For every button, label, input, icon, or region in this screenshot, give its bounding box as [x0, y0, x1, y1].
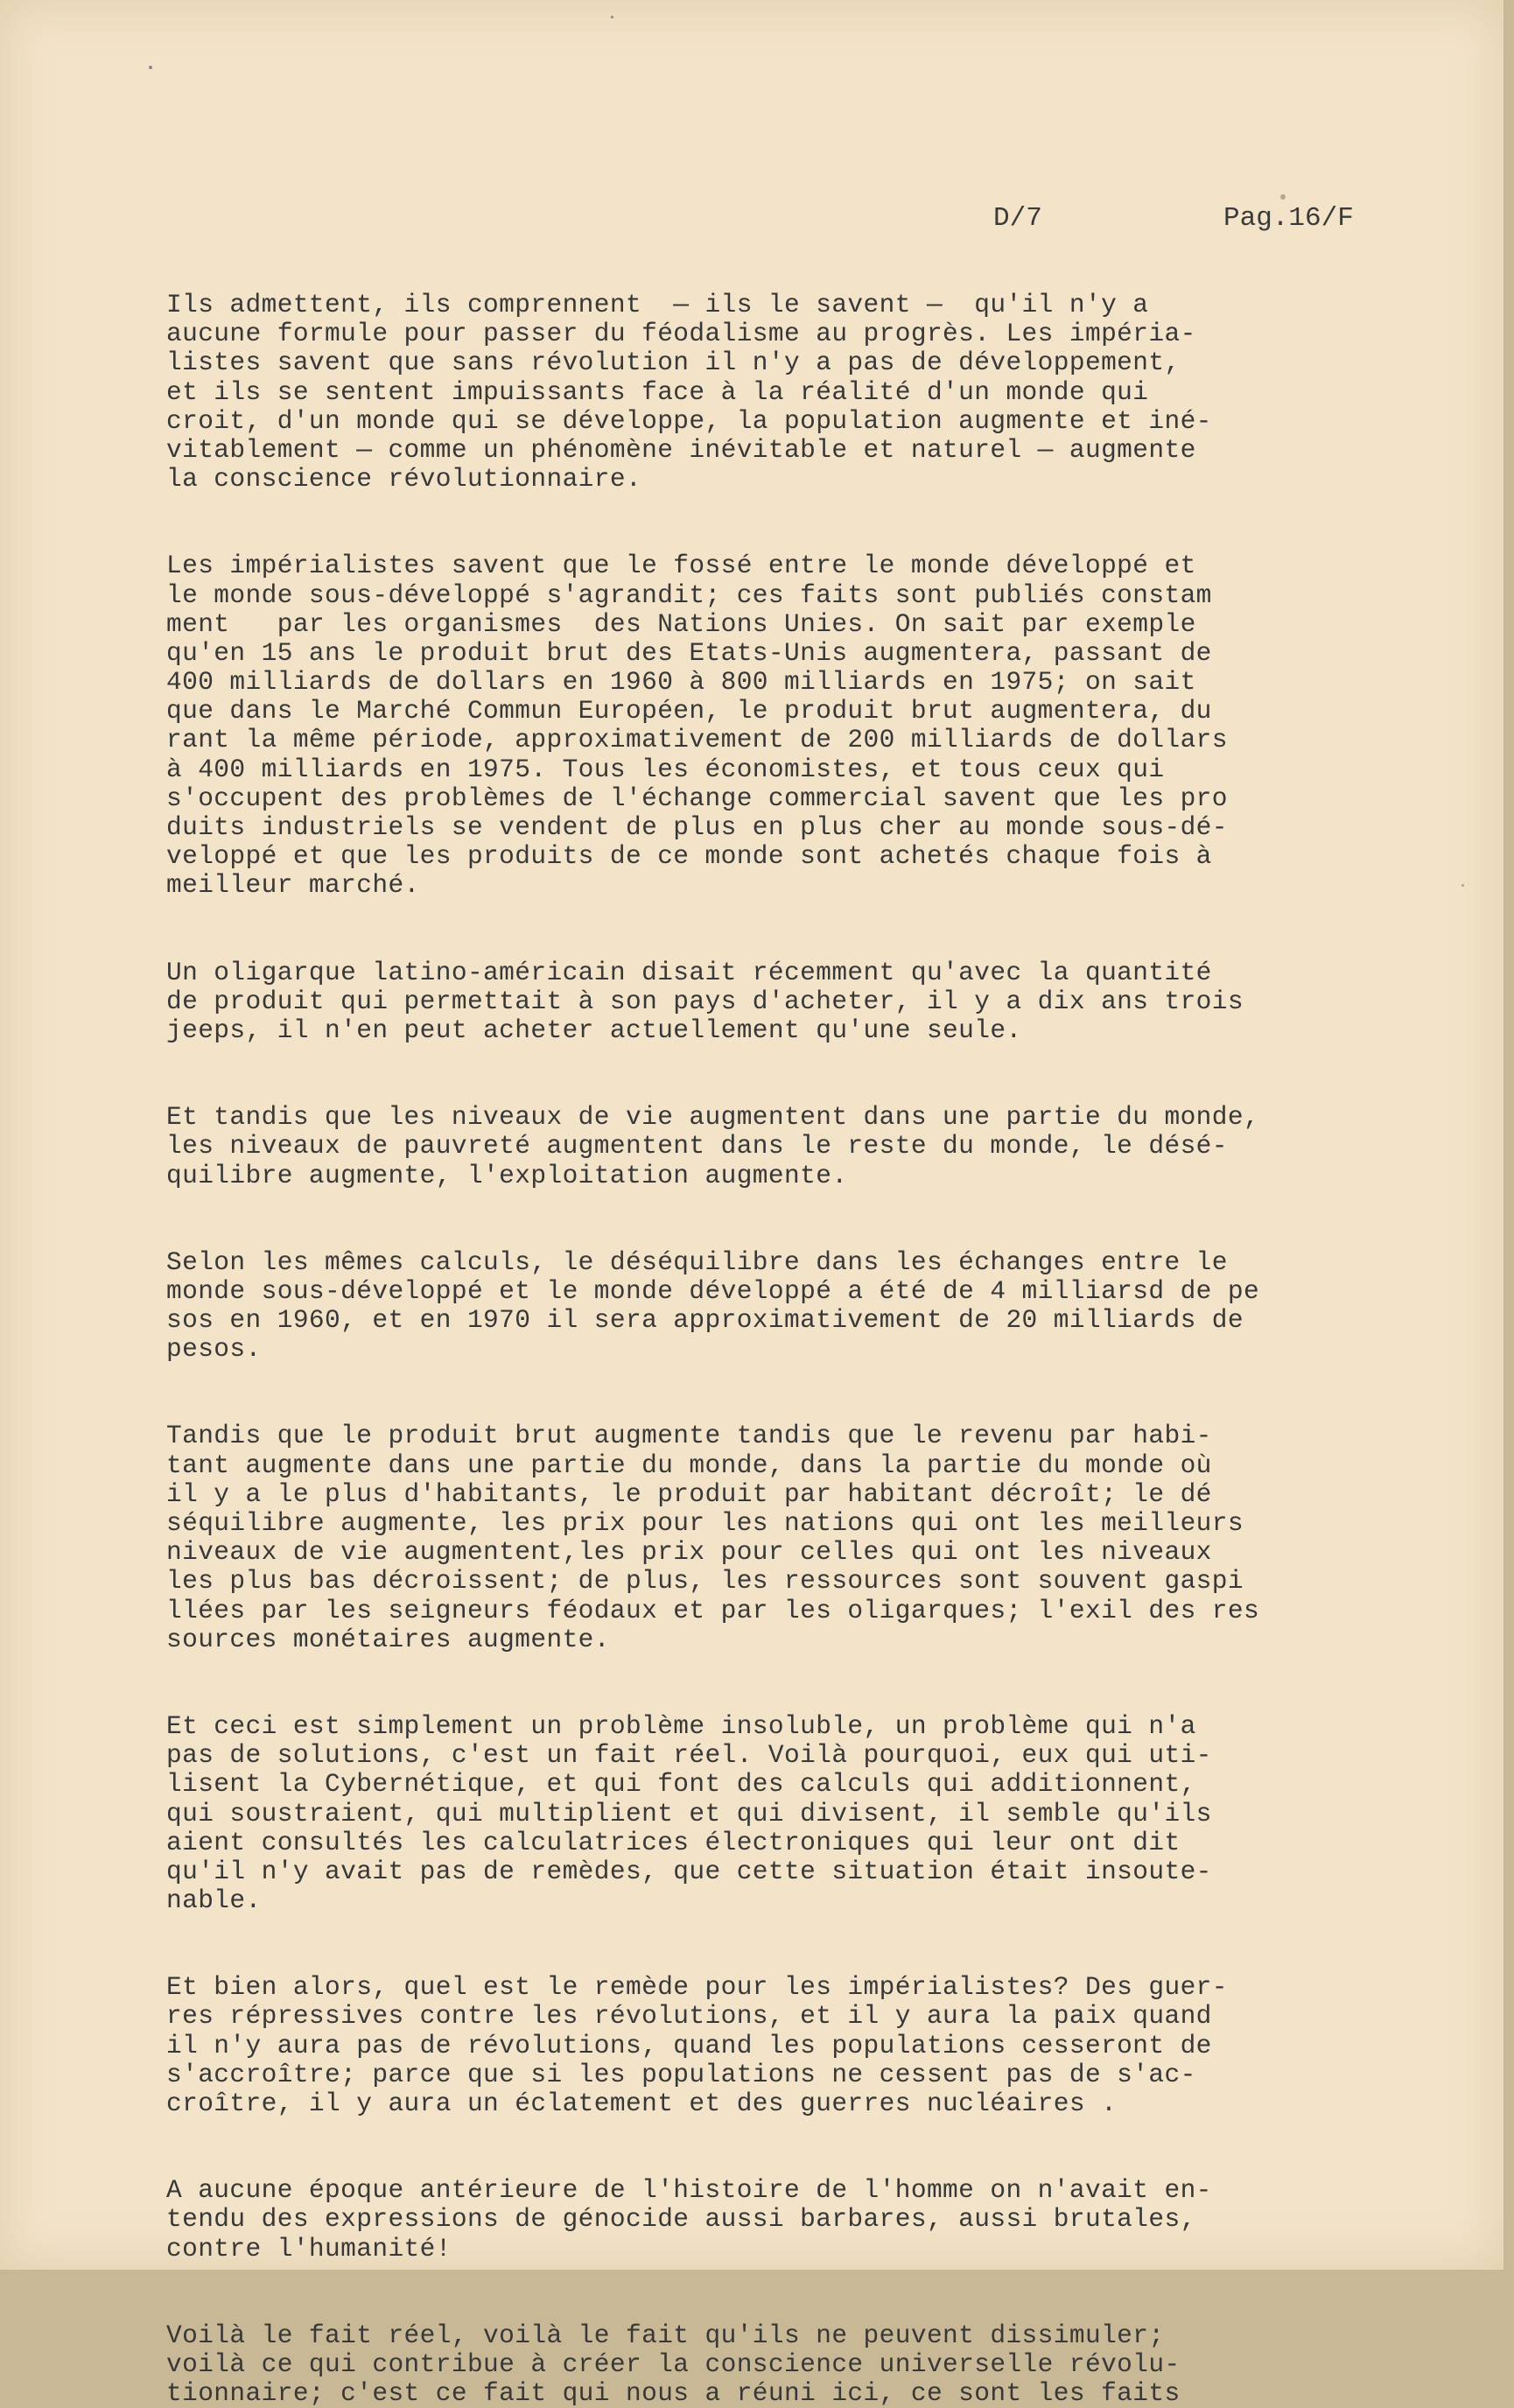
text-line: et ils se sentent impuissants face à la réalité d'un monde qui — [166, 376, 1149, 407]
paragraph — [166, 551, 1409, 900]
text-line: veloppé et que les produits de ce monde sont achetés chaque fois à — [166, 841, 1212, 872]
paragraph — [166, 1422, 1409, 1654]
text-line: Selon les mêmes calculs, le déséquilibre dans les échanges entre le — [166, 1246, 1228, 1277]
text-line: séquilibre augmente, les prix pour les nations qui ont les meilleurs — [166, 1508, 1244, 1538]
page-header — [0, 203, 1503, 238]
text-line: vitablement — comme un phénomène inévitable et naturel — augmente — [166, 434, 1196, 465]
text-line: ment par les organismes des Nations Unies. On sait par exemple — [166, 608, 1196, 639]
text-line: qu'il n'y avait pas de remèdes, que cette situation était insoute- — [166, 1856, 1212, 1886]
text-line: Voilà le fait réel, voilà le fait qu'ils ne peuvent dissimuler; — [166, 2320, 1165, 2350]
text-line: aient consultés les calculatrices électroniques qui leur ont dit — [166, 1827, 1181, 1857]
text-line: Et tandis que les niveaux de vie augmentent dans une partie du monde, — [166, 1102, 1260, 1133]
text-line: croit, d'un monde qui se développe, la population augmente et iné- — [166, 405, 1212, 436]
text-line: Un oligarque latino-américain disait récemment qu'avec la quantité — [166, 957, 1212, 987]
paragraph-gap — [166, 2118, 1409, 2176]
text-line: pesos. — [166, 1334, 262, 1365]
text-line: tendu des expressions de génocide aussi barbares, aussi brutales, — [166, 2204, 1196, 2235]
text-line: Tandis que le produit brut augmente tandis que le revenu par habi- — [166, 1421, 1212, 1451]
text-line: aucune formule pour passer du féodalisme au progrès. Les impéria- — [166, 319, 1196, 349]
text-line: A aucune époque antérieure de l'histoire de l'homme on n'avait en- — [166, 2175, 1212, 2206]
text-line: qu'en 15 ans le produit brut des Etats-Unis augmentera, passant de — [166, 637, 1212, 668]
paper-speck — [149, 66, 152, 69]
text-line: 400 milliards de dollars en 1960 à 800 milliards en 1975; on sait — [166, 667, 1196, 698]
paragraph-gap — [166, 1364, 1409, 1422]
paper-speck — [611, 16, 613, 18]
paragraph — [166, 2176, 1409, 2264]
text-line: s'accroître; parce que si les populations ne cessent pas de s'ac- — [166, 2059, 1196, 2089]
text-line: de produit qui permettait à son pays d'acheter, il y a dix ans trois — [166, 986, 1244, 1016]
text-line: le monde sous-développé s'agrandit; ces faits sont publiés constam — [166, 579, 1212, 610]
text-line: les plus bas décroissent; de plus, les ressources sont souvent gaspi — [166, 1566, 1244, 1597]
text-line: duits industriels se vendent de plus en plus cher au monde sous-dé- — [166, 812, 1228, 842]
paragraph-gap — [166, 494, 1409, 551]
paper-speck — [1280, 194, 1286, 200]
text-line: tant augmente dans une partie du monde, dans la partie du monde où — [166, 1450, 1212, 1480]
text-line: que dans le Marché Commun Européen, le produit brut augmentera, du — [166, 696, 1212, 727]
text-line: Et ceci est simplement un problème insoluble, un problème qui n'a — [166, 1710, 1196, 1741]
text-line: pas de solutions, c'est un fait réel. Voilà pourquoi, eux qui uti- — [166, 1740, 1212, 1771]
text-line: il y a le plus d'habitants, le produit par habitant décroît; le dé — [166, 1478, 1212, 1509]
text-line: Les impérialistes savent que le fossé entre le monde développé et — [166, 551, 1196, 581]
text-line: sources monétaires augmente. — [166, 1624, 610, 1654]
text-line: listes savent que sans révolution il n'y a pas de développement, — [166, 348, 1181, 378]
paragraph — [166, 1103, 1409, 1190]
text-line: quilibre augmente, l'exploitation augmente. — [166, 1160, 848, 1190]
text-line: lisent la Cybernétique, et qui font des calculs qui additionnent, — [166, 1769, 1196, 1800]
text-line: qui soustraient, qui multiplient et qui divisent, il semble qu'ils — [166, 1798, 1212, 1829]
text-line: tionnaire; c'est ce fait qui nous a réuni ici, ce sont les faits — [166, 2378, 1181, 2408]
paragraph — [166, 291, 1409, 494]
text-line: res répressives contre les révolutions, et il y aura la paix quand — [166, 2001, 1212, 2032]
text-line: jeeps, il n'en peut acheter actuellement qu'une seule. — [166, 1014, 1022, 1045]
text-line: rant la même période, approximativement de 200 milliards de dollars — [166, 725, 1228, 755]
paragraph-gap — [166, 2264, 1409, 2321]
paragraph-gap — [166, 1190, 1409, 1248]
paper-speck — [1461, 884, 1464, 887]
paragraph — [166, 958, 1409, 1046]
text-line: sos en 1960, et en 1970 il sera approximativement de 20 milliards de — [166, 1305, 1244, 1336]
text-line: la conscience révolutionnaire. — [166, 464, 642, 495]
paragraph — [166, 2321, 1409, 2408]
page-number: Pag.16/F — [1223, 203, 1354, 234]
text-line: meilleur marché. — [166, 870, 420, 901]
text-line: contre l'humanité! — [166, 2233, 452, 2264]
text-line: il n'y aura pas de révolutions, quand les populations cesseront de — [166, 2030, 1212, 2060]
text-line: à 400 milliards en 1975. Tous les économistes, et tous ceux qui — [166, 754, 1165, 784]
text-line: croître, il y aura un éclatement et des guerres nucléaires . — [166, 2089, 1118, 2118]
paragraph-gap — [166, 1045, 1409, 1103]
text-line: Ils admettent, ils comprennent — ils le savent — qu'il n'y a — [166, 290, 1149, 319]
text-line: les niveaux de pauvreté augmentent dans le reste du monde, le désé- — [166, 1131, 1228, 1162]
text-line: niveaux de vie augmentent,les prix pour celles qui ont les niveaux — [166, 1537, 1212, 1568]
text-line: s'occupent des problèmes de l'échange commercial savent que les pro — [166, 783, 1228, 813]
document-body — [166, 291, 1409, 2408]
paragraph-gap — [166, 1915, 1409, 1973]
paragraph — [166, 1712, 1409, 1915]
paragraph — [166, 1973, 1409, 2118]
text-line: monde sous-développé et le monde développé a été de 4 milliarsd de pe — [166, 1275, 1260, 1306]
text-line: llées par les seigneurs féodaux et par les oligarques; l'exil des res — [166, 1595, 1260, 1625]
paragraph — [166, 1248, 1409, 1365]
paragraph-gap — [166, 1654, 1409, 1712]
text-line: Et bien alors, quel est le remède pour les impérialistes? Des guer- — [166, 1972, 1228, 2003]
text-line: nable. — [166, 1885, 262, 1916]
paragraph-gap — [166, 901, 1409, 958]
document-reference: D/7 — [993, 203, 1042, 234]
text-line: voilà ce qui contribue à créer la conscience universelle révolu- — [166, 2348, 1181, 2379]
